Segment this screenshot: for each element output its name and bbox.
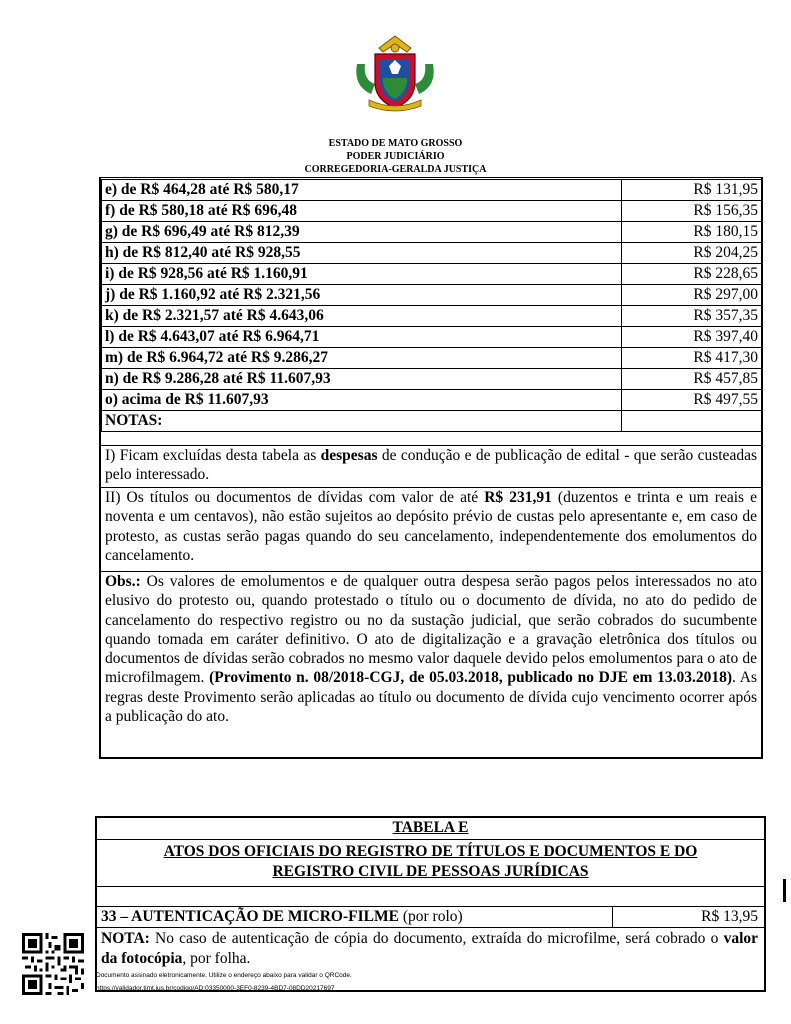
fee-value: R$ 417,30 [622, 348, 762, 369]
item-label [101, 906, 463, 927]
fee-range: j) de R$ 1.160,92 até R$ 2.321,56 [102, 285, 622, 306]
header-corregedoria: CORREGEDORIA-GERALDA JUSTIÇA [304, 164, 487, 175]
note-1-emphasis: despesas [320, 447, 378, 464]
table-row [102, 348, 762, 369]
qr-code[interactable] [22, 933, 84, 995]
margin-mark [783, 879, 786, 902]
item-title: 33 – AUTENTICAÇÃO DE MICRO-FILME [101, 908, 399, 925]
fee-value: R$ 297,00 [622, 285, 762, 306]
fee-value: R$ 397,40 [622, 327, 762, 348]
fee-value: R$ 180,15 [622, 222, 762, 243]
note-2-amount: R$ 231,91 [484, 489, 552, 506]
fee-value: R$ 204,25 [622, 243, 762, 264]
table-e-note [97, 928, 764, 969]
table-row [102, 327, 762, 348]
note-2-text-end: (duzentos e trinta e um reais e noventa e um centavos), não estão sujeitos ao depósito prévio de custas pelo apresentante e, em caso de protesto, as custas serão pagas quando do seu cancelamento, independentemente dos emolumentos do cancelamento. [105, 489, 757, 564]
note-1 [101, 445, 761, 487]
note-2 [101, 487, 761, 570]
table-row [102, 411, 762, 432]
fee-value: R$ 457,85 [622, 369, 762, 390]
table-e-subtitle-line2: REGISTRO CIVIL DE PESSOAS JURÍDICAS [272, 863, 589, 880]
note-2-text: II) Os títulos ou documentos de dívidas com valor de até [105, 489, 485, 506]
fee-range: f) de R$ 580,18 até R$ 696,48 [102, 201, 622, 222]
table-row [102, 243, 762, 264]
header-judiciary: PODER JUDICIÁRIO [346, 151, 445, 162]
obs-text-end: . As regras deste Provimento serão aplicadas ao título ou documento de dívida cujo vencimento ocorrer após a publicação do ato. [105, 669, 757, 726]
table-e-item-row [97, 906, 764, 928]
fee-range: m) de R$ 6.964,72 até R$ 9.286,27 [102, 348, 622, 369]
note-1-text: I) Ficam excluídas desta tabela as [105, 447, 321, 464]
fee-value: R$ 228,65 [622, 264, 762, 285]
fee-value: R$ 357,35 [622, 306, 762, 327]
signature-notice: Documento assinado eletronicamente. Utilize o endereço abaixo para validar o QRCode. [96, 972, 352, 979]
table-row [102, 285, 762, 306]
fee-range: h) de R$ 812,40 até R$ 928,55 [102, 243, 622, 264]
note-label: NOTA: [101, 930, 150, 947]
note-emphasis: valor da fotocópia [101, 930, 758, 967]
item-suffix: (por rolo) [398, 908, 463, 925]
empty-cell [622, 411, 762, 432]
fee-range: k) de R$ 2.321,57 até R$ 4.643,06 [102, 306, 622, 327]
table-row [102, 222, 762, 243]
obs-text: Os valores de emolumentos e de qualquer outra despesa serão pagos pelos interessados no ato elusivo do protesto ou, quando protestado o título ou o documento de dívida, no ato do pedido de cancelamento do respectivo registro ou no da sustação judicial, que serão cobrados do sucumbente quando tomada em caráter definitivo. O ato de digitalização e a gravação eletrônica dos títulos ou documentos de dívidas serão cobrados no mesmo valor daquele devido pelos emolumentos para o ato de microfilmagem. [105, 573, 757, 687]
note-text: No caso de autenticação de cópia do documento, extraída do microfilme, será cobrado o [149, 930, 724, 947]
table-row [102, 306, 762, 327]
table-row [102, 264, 762, 285]
obs-provimento: (Provimento n. 08/2018-CGJ, de 05.03.2018, publicado no DJE em 13.03.2018) [209, 669, 733, 687]
table-row [102, 180, 762, 201]
fee-range: n) de R$ 9.286,28 até R$ 11.607,93 [102, 369, 622, 390]
table-e-subtitle-line1: ATOS DOS OFICIAIS DO REGISTRO DE TÍTULOS E DOCUMENTOS E DO [163, 843, 698, 860]
table-row [102, 390, 762, 411]
notes-label: NOTAS: [102, 411, 622, 432]
item-value: R$ 13,95 [701, 908, 758, 925]
table-e-blank-row [97, 887, 764, 907]
fee-range: e) de R$ 464,28 até R$ 580,17 [102, 180, 622, 201]
validation-url[interactable]: https://validador.tjmt.jus.br/codigo/AD:03350000-3EF0-8239-4BD7-08DD20217697 [96, 985, 335, 992]
note-text-end: , por folha. [182, 950, 251, 967]
fee-range: g) de R$ 696,49 até R$ 812,39 [102, 222, 622, 243]
fee-range: l) de R$ 4.643,07 até R$ 6.964,71 [102, 327, 622, 348]
obs-label: Obs.: [105, 573, 141, 590]
column-divider [612, 906, 613, 927]
header-state: ESTADO DE MATO GROSSO [328, 138, 463, 149]
table-row [102, 201, 762, 222]
fee-value: R$ 156,35 [622, 201, 762, 222]
fee-value: R$ 131,95 [622, 180, 762, 201]
fees-table [101, 179, 762, 432]
table-row [102, 369, 762, 390]
fee-range: i) de R$ 928,56 até R$ 1.160,91 [102, 264, 622, 285]
table-e-title: TABELA E [97, 818, 764, 840]
table-e-subtitle [97, 841, 764, 887]
fee-value: R$ 497,55 [622, 390, 762, 411]
observation [101, 571, 761, 758]
note-1-text-end: de condução e de publicação de edital - que serão custeadas pelo interessado. [105, 447, 757, 484]
state-coat-of-arms [349, 34, 441, 116]
fee-range: o) acima de R$ 11.607,93 [102, 390, 622, 411]
